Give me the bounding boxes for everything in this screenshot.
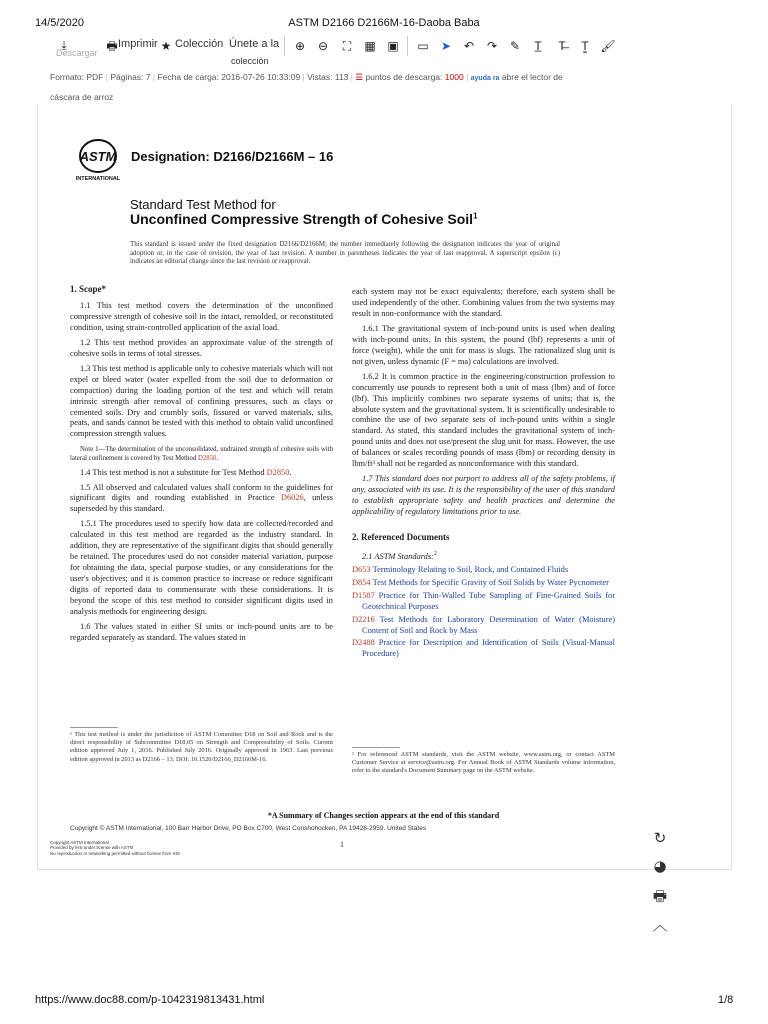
- reference-title[interactable]: Terminology Relating to Soil, Rock, and Contained Fluids: [372, 564, 569, 574]
- reader-name: cáscara de arroz: [50, 92, 114, 102]
- toolbar-divider: [407, 36, 408, 56]
- toolbar-divider: [284, 36, 285, 56]
- page-number: 1: [340, 840, 344, 849]
- scope-heading: 1. Scope*: [70, 284, 106, 294]
- paragraph-1-6-continued: each system may not be exact equivalents; therefore, each system shall be used independently of the other. Combining values from the two systems may result in non-conformance with the standard.: [352, 287, 615, 318]
- grid-view-icon[interactable]: ▦: [364, 39, 376, 53]
- print-button[interactable]: Imprimir: [118, 38, 158, 50]
- paragraph-1-7: 1.7 This standard does not purport to address all of the safety problems, if any, associated with its use. It is the responsibility of the user of this standard to establish appropriate safety and health practices and determine the applicability of regulatory limitations prior to use.: [352, 474, 615, 517]
- reference-item[interactable]: [352, 638, 615, 660]
- zoom-in-icon[interactable]: ⊕: [294, 39, 306, 53]
- text-highlight-icon[interactable]: T̳: [581, 39, 589, 53]
- link-d6026[interactable]: D6026: [280, 493, 304, 503]
- points-label: puntos de descarga:: [365, 72, 443, 82]
- designation: Designation: D2166/D2166M – 16: [131, 149, 334, 164]
- print-icon[interactable]: 🖶: [106, 39, 118, 53]
- redo-icon[interactable]: ↷: [486, 39, 498, 53]
- reference-title[interactable]: Test Methods for Laboratory Determination of Water (Moisture) Content of Soil and Rock by Mass: [362, 614, 615, 635]
- print-side-icon[interactable]: 🖶: [652, 887, 668, 905]
- issue-note: This standard is issued under the fixed designation D2166/D2166M; the number immediately following the designation indicates the year of original adoption or, in the case of revision, the year of last revision. A number in parentheses indicates the year of last reapproval. A superscript epsilon (ε) indicates an editorial change since the last revision or reapproval.: [130, 241, 560, 266]
- copyright-line: Copyright © ASTM International, 100 Barr Harbor Drive, PO Box C700, West Conshohocken, PA 19428-2959. United States: [70, 825, 427, 832]
- reference-item[interactable]: [352, 578, 615, 589]
- brush-icon[interactable]: 🖌: [600, 39, 616, 53]
- right-column: [352, 287, 615, 662]
- zoom-out-icon[interactable]: ⊖: [317, 39, 329, 53]
- text-strike-icon[interactable]: T̶: [558, 39, 566, 53]
- document-info-bar: Formato: PDF | Páginas: 7 | Fecha de carga: 2016-07-26 10:33:09 | Vistas: 113 | ☰ puntos de descarga: 1000 | ayuda ra abre el lector de cáscara de arroz: [50, 72, 563, 102]
- summary-of-changes-note: *A Summary of Changes section appears at the end of this standard: [267, 811, 500, 820]
- reference-title[interactable]: Practice for Thin-Walled Tube Sampling of Fine-Grained Soils for Geotechnical Purposes: [362, 590, 616, 611]
- scroll-up-icon[interactable]: ︿: [652, 916, 668, 934]
- points-icon: ☰: [355, 72, 363, 82]
- reference-code[interactable]: D2216: [352, 614, 375, 624]
- pen-icon[interactable]: ✎: [509, 39, 521, 53]
- join-collection-button[interactable]: Únete a la: [229, 38, 280, 50]
- upload-date-info: Fecha de carga: 2016-07-26 10:33:09: [157, 72, 301, 82]
- join-collection-label[interactable]: colección: [231, 56, 269, 66]
- undo-icon[interactable]: ↶: [463, 39, 475, 53]
- views-info: Vistas: 113: [307, 72, 349, 82]
- title-footnote-mark: 1: [473, 211, 478, 221]
- paragraph-1-2: 1.2 This test method provides an approximate value of the strength of cohesive soils in terms of total stresses.: [70, 337, 333, 358]
- viewer-toolbar: [38, 32, 735, 66]
- reference-code[interactable]: D854: [352, 577, 371, 587]
- paragraph-1-5: 1.5 All observed and calculated values shall conform to the guidelines for significant digits and rounding established in Practice D6026, unless superseded by this standard.: [70, 482, 334, 514]
- footnote-1: ¹ This test method is under the jurisdiction of ASTM Committee D18 on Soil and Rock and is the direct responsibility of Subcommittee D18.05 on Strength and Compressibility of Soils. Current edition approved July 1, 2016. Published July 2016. Originally approved in 1963. Last previous edition approved in 2013 as D2166 – 13. DOI: 10.1520/D2166_D2166M-16.: [70, 731, 333, 763]
- print-title: ASTM D2166 D2166M-16-Daoba Baba: [288, 17, 480, 29]
- save-icon[interactable]: ▭: [417, 39, 429, 53]
- left-column: [70, 284, 333, 648]
- reference-code[interactable]: D1587: [352, 590, 375, 600]
- footnote-divider: [70, 727, 118, 728]
- footnote-divider: [352, 747, 400, 748]
- points-value: 1000: [444, 72, 464, 82]
- print-footer-page: 1/8: [718, 994, 734, 1006]
- reference-code[interactable]: D2488: [352, 638, 375, 648]
- share-icon[interactable]: ↻: [653, 829, 667, 847]
- star-icon[interactable]: ★: [160, 39, 172, 53]
- print-header: [0, 0, 768, 30]
- download-icon[interactable]: ⤓: [61, 38, 67, 52]
- license-notice: Copyright ASTM International Provided by IHS under license with ASTM No reproduction or networking permitted without license from IHS: [50, 840, 181, 856]
- reference-code[interactable]: D653: [352, 564, 371, 574]
- reference-item[interactable]: [352, 565, 615, 576]
- astm-logo: [74, 136, 126, 184]
- paragraph-1-6: 1.6 The values stated in either SI units or inch-pound units are to be regarded separately as standard. The values stated in: [70, 621, 333, 642]
- standard-title: [130, 211, 478, 227]
- open-reader-text: abre el lector de: [501, 72, 563, 82]
- wechat-icon[interactable]: ◕: [653, 857, 667, 875]
- reference-title[interactable]: Practice for Description and Identification of Soils (Visual-Manual Procedure): [362, 638, 616, 659]
- reference-item[interactable]: [352, 591, 615, 613]
- paragraph-1-4: 1.4 This test method is not a substitute for Test Method D2850.: [80, 467, 292, 477]
- paragraph-1-1: 1.1 This test method covers the determination of the unconfined compressive strength of cohesive soil in the intact, remolded, or reconstituted condition, using strain-controlled application of the axial load.: [70, 300, 333, 332]
- reader-link[interactable]: ayuda ra: [470, 75, 500, 82]
- page-view-icon[interactable]: ▣: [387, 39, 399, 53]
- print-footer-url: https://www.doc88.com/p-1042319813431.html: [35, 994, 265, 1006]
- format-info: Formato: PDF: [50, 72, 104, 82]
- standard-title-text: Unconfined Compressive Strength of Cohesive Soil: [130, 211, 474, 227]
- pages-info: Páginas: 7: [110, 72, 151, 82]
- note-1: Note 1—The determination of the unconsolidated, undrained strength of cohesive soils with lateral confinement is covered by Test Method D2850.: [70, 446, 333, 462]
- text-underline-icon[interactable]: T̲: [534, 39, 542, 53]
- link-d2850[interactable]: D2850: [197, 454, 217, 462]
- link-d2850[interactable]: D2850: [266, 467, 290, 477]
- referenced-documents-list: [352, 565, 615, 661]
- fullscreen-icon[interactable]: ⛶: [342, 39, 352, 53]
- paragraph-1-5-1: 1.5.1 The procedures used to specify how data are collected/recorded and calculated in this test method are regarded as the industry standard. In addition, they are representative of the significant digits that should generally be retained. The procedures used do not consider material variation, purpose for obtaining the data, special purpose studies, or any considerations for the user's objectives; and it is common practice to increase or reduce significant digits of reported data to commensurate with these considerations. It is beyond the scope of this test method to consider significant digits used in analysis methods for engineering design.: [70, 519, 333, 617]
- paragraph-1-6-1: 1.6.1 The gravitational system of inch-pound units is used when dealing with inch-pound units. In this system, the pound (lbf) represents a unit of force (weight), while the unit for mass is slugs. The rationalized slug unit is not given, unless dynamic (F = ma) calculations are involved.: [352, 323, 615, 366]
- download-label[interactable]: Descargar: [56, 48, 98, 58]
- logo-text: INTERNATIONAL: [75, 176, 121, 182]
- footnote-2: ² For referenced ASTM standards, visit the ASTM website, www.astm.org, or contact ASTM Customer Service at service@astm.org. For Annual Book of ASTM Standards volume information, refer to the standard's Document Summary page on the ASTM website.: [352, 751, 615, 775]
- collection-button[interactable]: Colección: [175, 38, 224, 50]
- referenced-documents-heading: 2. Referenced Documents: [352, 532, 450, 543]
- paragraph-1-3: 1.3 This test method is applicable only to cohesive materials which will not expel or bleed water (water expelled from the soil due to deformation or compaction) during the loading portion of the test and which will retain intrinsic strength after removal of confining pressures, such as clays or cemented soils. Dry and crumbly soils, fissured or varved materials, silts, peats, and sands cannot be tested with this method to obtain valid unconfined compression strength values.: [70, 363, 333, 439]
- svg-text:ASTM: ASTM: [79, 149, 117, 164]
- standard-title-line-1: Standard Test Method for: [130, 197, 276, 212]
- reference-title[interactable]: Test Methods for Specific Gravity of Soil Solids by Water Pycnometer: [372, 577, 609, 587]
- print-date: 14/5/2020: [35, 17, 84, 29]
- cursor-icon[interactable]: ➤: [440, 39, 452, 53]
- astm-standards-subheading: 2.1 ASTM Standards:$^2$: [362, 551, 437, 561]
- reference-item[interactable]: [352, 615, 615, 637]
- paragraph-1-6-2: 1.6.2 It is common practice in the engineering/construction profession to concurrently use pounds to represent both a unit of mass (lbm) and of force (lbf). This implicitly combines two separate systems of units; that is, the absolute system and the gravitational system. It is scientifically undesirable to combine the use of two separate sets of inch-pound units within a single standard. As stated, this standard includes the gravitational system of inch-pound units and does not use/present the slug unit for mass. However, the use of balances or scales recording pounds of mass (lbm) or recording density in lbm/ft³ shall not be regarded as nonconformance with this standard.: [352, 371, 615, 469]
